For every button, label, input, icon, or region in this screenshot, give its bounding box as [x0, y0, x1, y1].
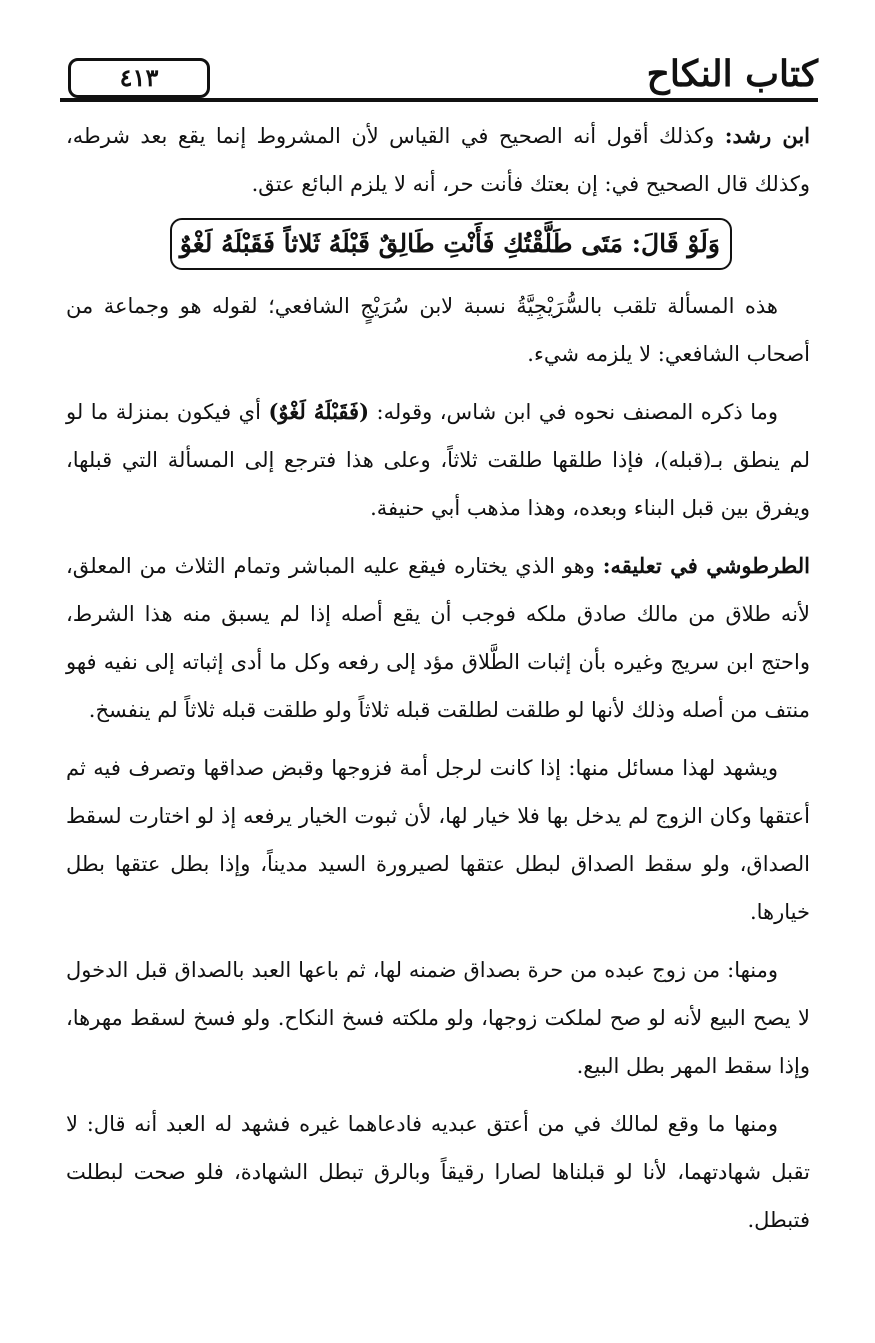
paragraph-ibn-shas	[66, 388, 810, 532]
paragraph-text: ومنها: من زوج عبده من حرة بصداق ضمنه لها، ثم باعها العبد بالصداق قبل الدخول لا يصح البيع لأنه لو صح لملكت زوجها، ولو ملكته فسخ النكاح. ولو فسخ لسقط مهرها، وإذا سقط المهر بطل البيع.	[66, 958, 810, 1078]
paragraph-text: ويشهد لهذا مسائل منها: إذا كانت لرجل أمة فزوجها وقبض صداقها وتصرف فيه ثم أعتقها وكان الزوج لم يدخل بها فلا خيار لها، لأن ثبوت الخيار يرفعه إذ لو اختارت لسقط الصداق، ولو سقط الصداق لبطل عتقها لصيرورة السيد مديناً، وإذا بطل عتقها بطل خيارها.	[66, 756, 810, 924]
paragraph-text: ومنها ما وقع لمالك في من أعتق عبديه فادعاهما غيره فشهد له العبد أنه قال: لا تقبل شهادتهما، لأنا لو قبلناها لصارا رقيقاً وبالرق تبطل الشهادة، فلو صحت لبطلت فتبطل.	[66, 1112, 810, 1232]
page-number: ٤١٣	[68, 58, 210, 98]
speaker-label: الطرطوشي في تعليقه:	[602, 553, 810, 578]
paragraph-text: أي فيكون بمنزلة ما لو لم ينطق بـ(قبله)، فإذا طلقها طلقت ثلاثاً، وعلى هذا فترجع إلى المسألة التي قبلها، ويفرق بين قبل البناء وبعده، وهذا مذهب أبي حنيفة.	[66, 400, 810, 520]
paragraph-text: وكذلك أقول أنه الصحيح في القياس لأن المشروط إنما يقع بعد شرطه، وكذلك قال الصحيح في: إن بعتك فأنت حر، أنه لا يلزم البائع عتق.	[66, 124, 810, 196]
paragraph-surayjiyya	[66, 282, 810, 378]
paragraph-text: هذه المسألة تلقب بالسُّرَيْجِيَّةُ نسبة لابن سُرَيْجٍ الشافعي؛ لقوله هو وجماعة من أصحاب الشافعي: لا يلزمه شيء.	[66, 294, 810, 366]
header-rule	[60, 98, 818, 102]
paragraph-evidence-1	[66, 744, 810, 936]
book-title: كتاب النكاح	[646, 53, 818, 95]
matn-box: وَلَوْ قَالَ: مَتَى طَلَّقْتُكِ فَأَنْتِ طَالِقٌ قَبْلَهُ ثَلاثاً فَقَبْلَهُ لَغْوٌ	[170, 218, 732, 270]
paragraph-ibn-rushd	[66, 112, 810, 208]
paragraph-evidence-2	[66, 946, 810, 1090]
paragraph-turtushi	[66, 542, 810, 734]
paragraph-text: وما ذكره المصنف نحوه في ابن شاس، وقوله:	[369, 400, 778, 424]
matn-quote: (فَقَبْلَهُ لَغْوٌ)	[268, 399, 370, 424]
paragraph-text: وهو الذي يختاره فيقع عليه المباشر وتمام الثلاث من المعلق، لأنه طلاق من مالك صادق ملكه فوجب أن يقع أصله إذا لم يسبق منه هذا الشرط، واحتج ابن سريج وغيره بأن إثبات الطَّلاق مؤد إلى رفعه وكل ما أدى إثباته إلى نفيه فهو منتف من أصله وذلك لأنها لو طلقت لطلقت قبله ثلاثاً ولو طلقت قبله ثلاثاً لم ينفسخ.	[66, 554, 810, 722]
paragraph-evidence-3	[66, 1100, 810, 1244]
speaker-label: ابن رشد:	[724, 123, 810, 148]
page-header	[60, 40, 818, 104]
page-body	[66, 112, 810, 1254]
